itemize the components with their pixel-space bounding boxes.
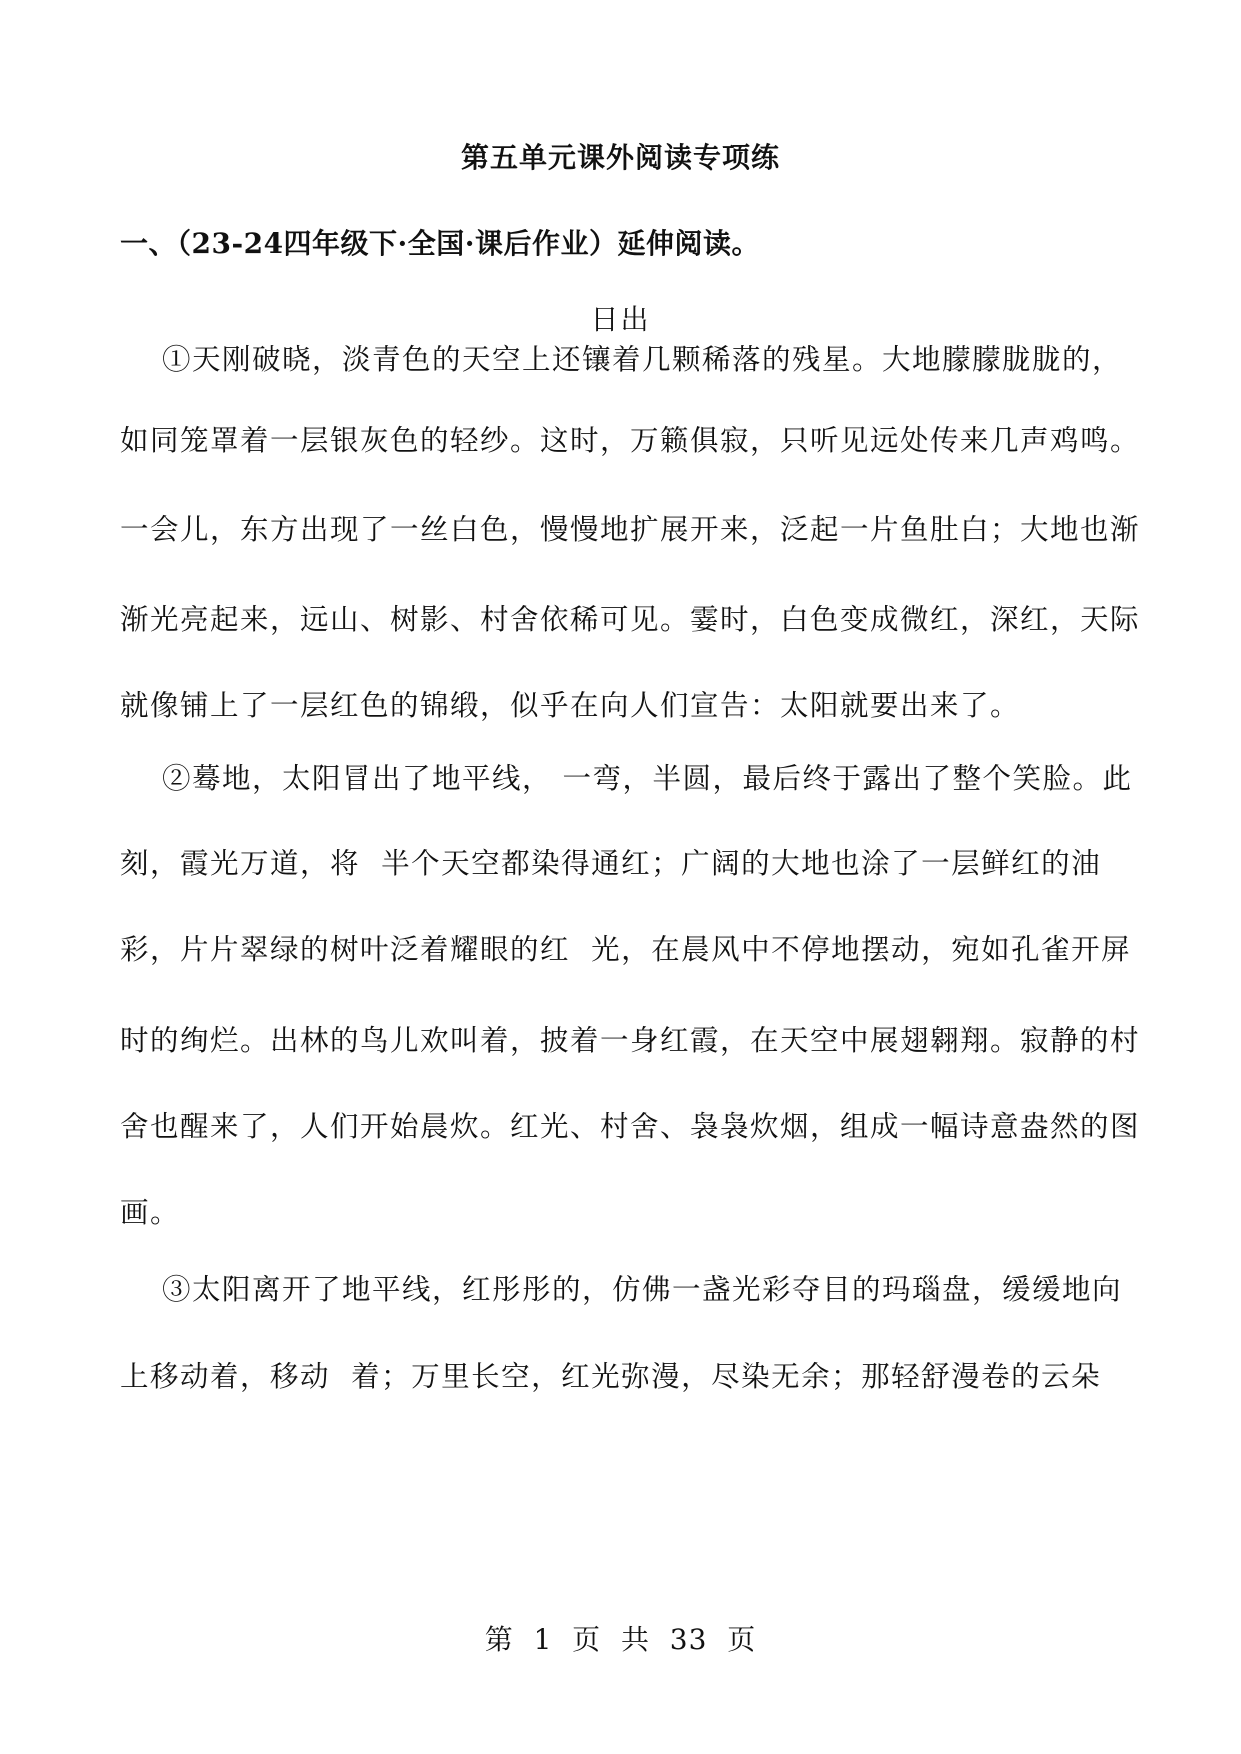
paragraph-line: 舍也醒来了，人们开始晨炊。红光、村舍、袅袅炊烟，组成一幅诗意盎然的图 <box>120 1110 1141 1143</box>
passage-title: 日出 <box>590 303 651 336</box>
page-title: 第五单元课外阅读专项练 <box>460 141 780 174</box>
paragraph-line: 如同笼罩着一层银灰色的轻纱。这时，万籁俱寂，只听见远处传来几声鸡鸣。 <box>120 424 1141 457</box>
paragraph-line: 刻，霞光万道，将 半个天空都染得通红；广阔的大地也涂了一层鲜红的油 <box>120 847 1102 880</box>
paragraph-line: ①天刚破晓，淡青色的天空上还镶着几颗稀落的残星。大地朦朦胧胧的， <box>162 343 1123 376</box>
paragraph-line: 一会儿，东方出现了一丝白色，慢慢地扩展开来，泛起一片鱼肚白；大地也渐 <box>120 513 1141 546</box>
paragraph-line: 上移动着，移动 着；万里长空，红光弥漫，尽染无余；那轻舒漫卷的云朵 <box>120 1360 1102 1393</box>
section-heading: 一、（23-24四年级下·全国·课后作业）延伸阅读。 <box>120 227 761 260</box>
paragraph-line: 画。 <box>120 1196 181 1229</box>
paragraph-line: 时的绚烂。出林的鸟儿欢叫着，披着一身红霞，在天空中展翅翱翔。寂静的村 <box>120 1024 1141 1057</box>
paragraph-line: ③太阳离开了地平线，红彤彤的，仿佛一盏光彩夺目的玛瑙盘，缓缓地向 <box>162 1273 1123 1306</box>
paragraph-line: 彩，片片翠绿的树叶泛着耀眼的红 光，在晨风中不停地摆动，宛如孔雀开屏 <box>120 933 1132 966</box>
paragraph-line: 渐光亮起来，远山、树影、村舍依稀可见。霎时，白色变成微红，深红，天际 <box>120 603 1141 636</box>
paragraph-line: 就像铺上了一层红色的锦缎，似乎在向人们宣告：太阳就要出来了。 <box>120 689 1021 722</box>
page-footer: 第 1 页 共 33 页 <box>484 1623 757 1656</box>
paragraph-line: ②蓦地，太阳冒出了地平线， 一弯，半圆，最后终于露出了整个笑脸。此 <box>162 762 1133 795</box>
